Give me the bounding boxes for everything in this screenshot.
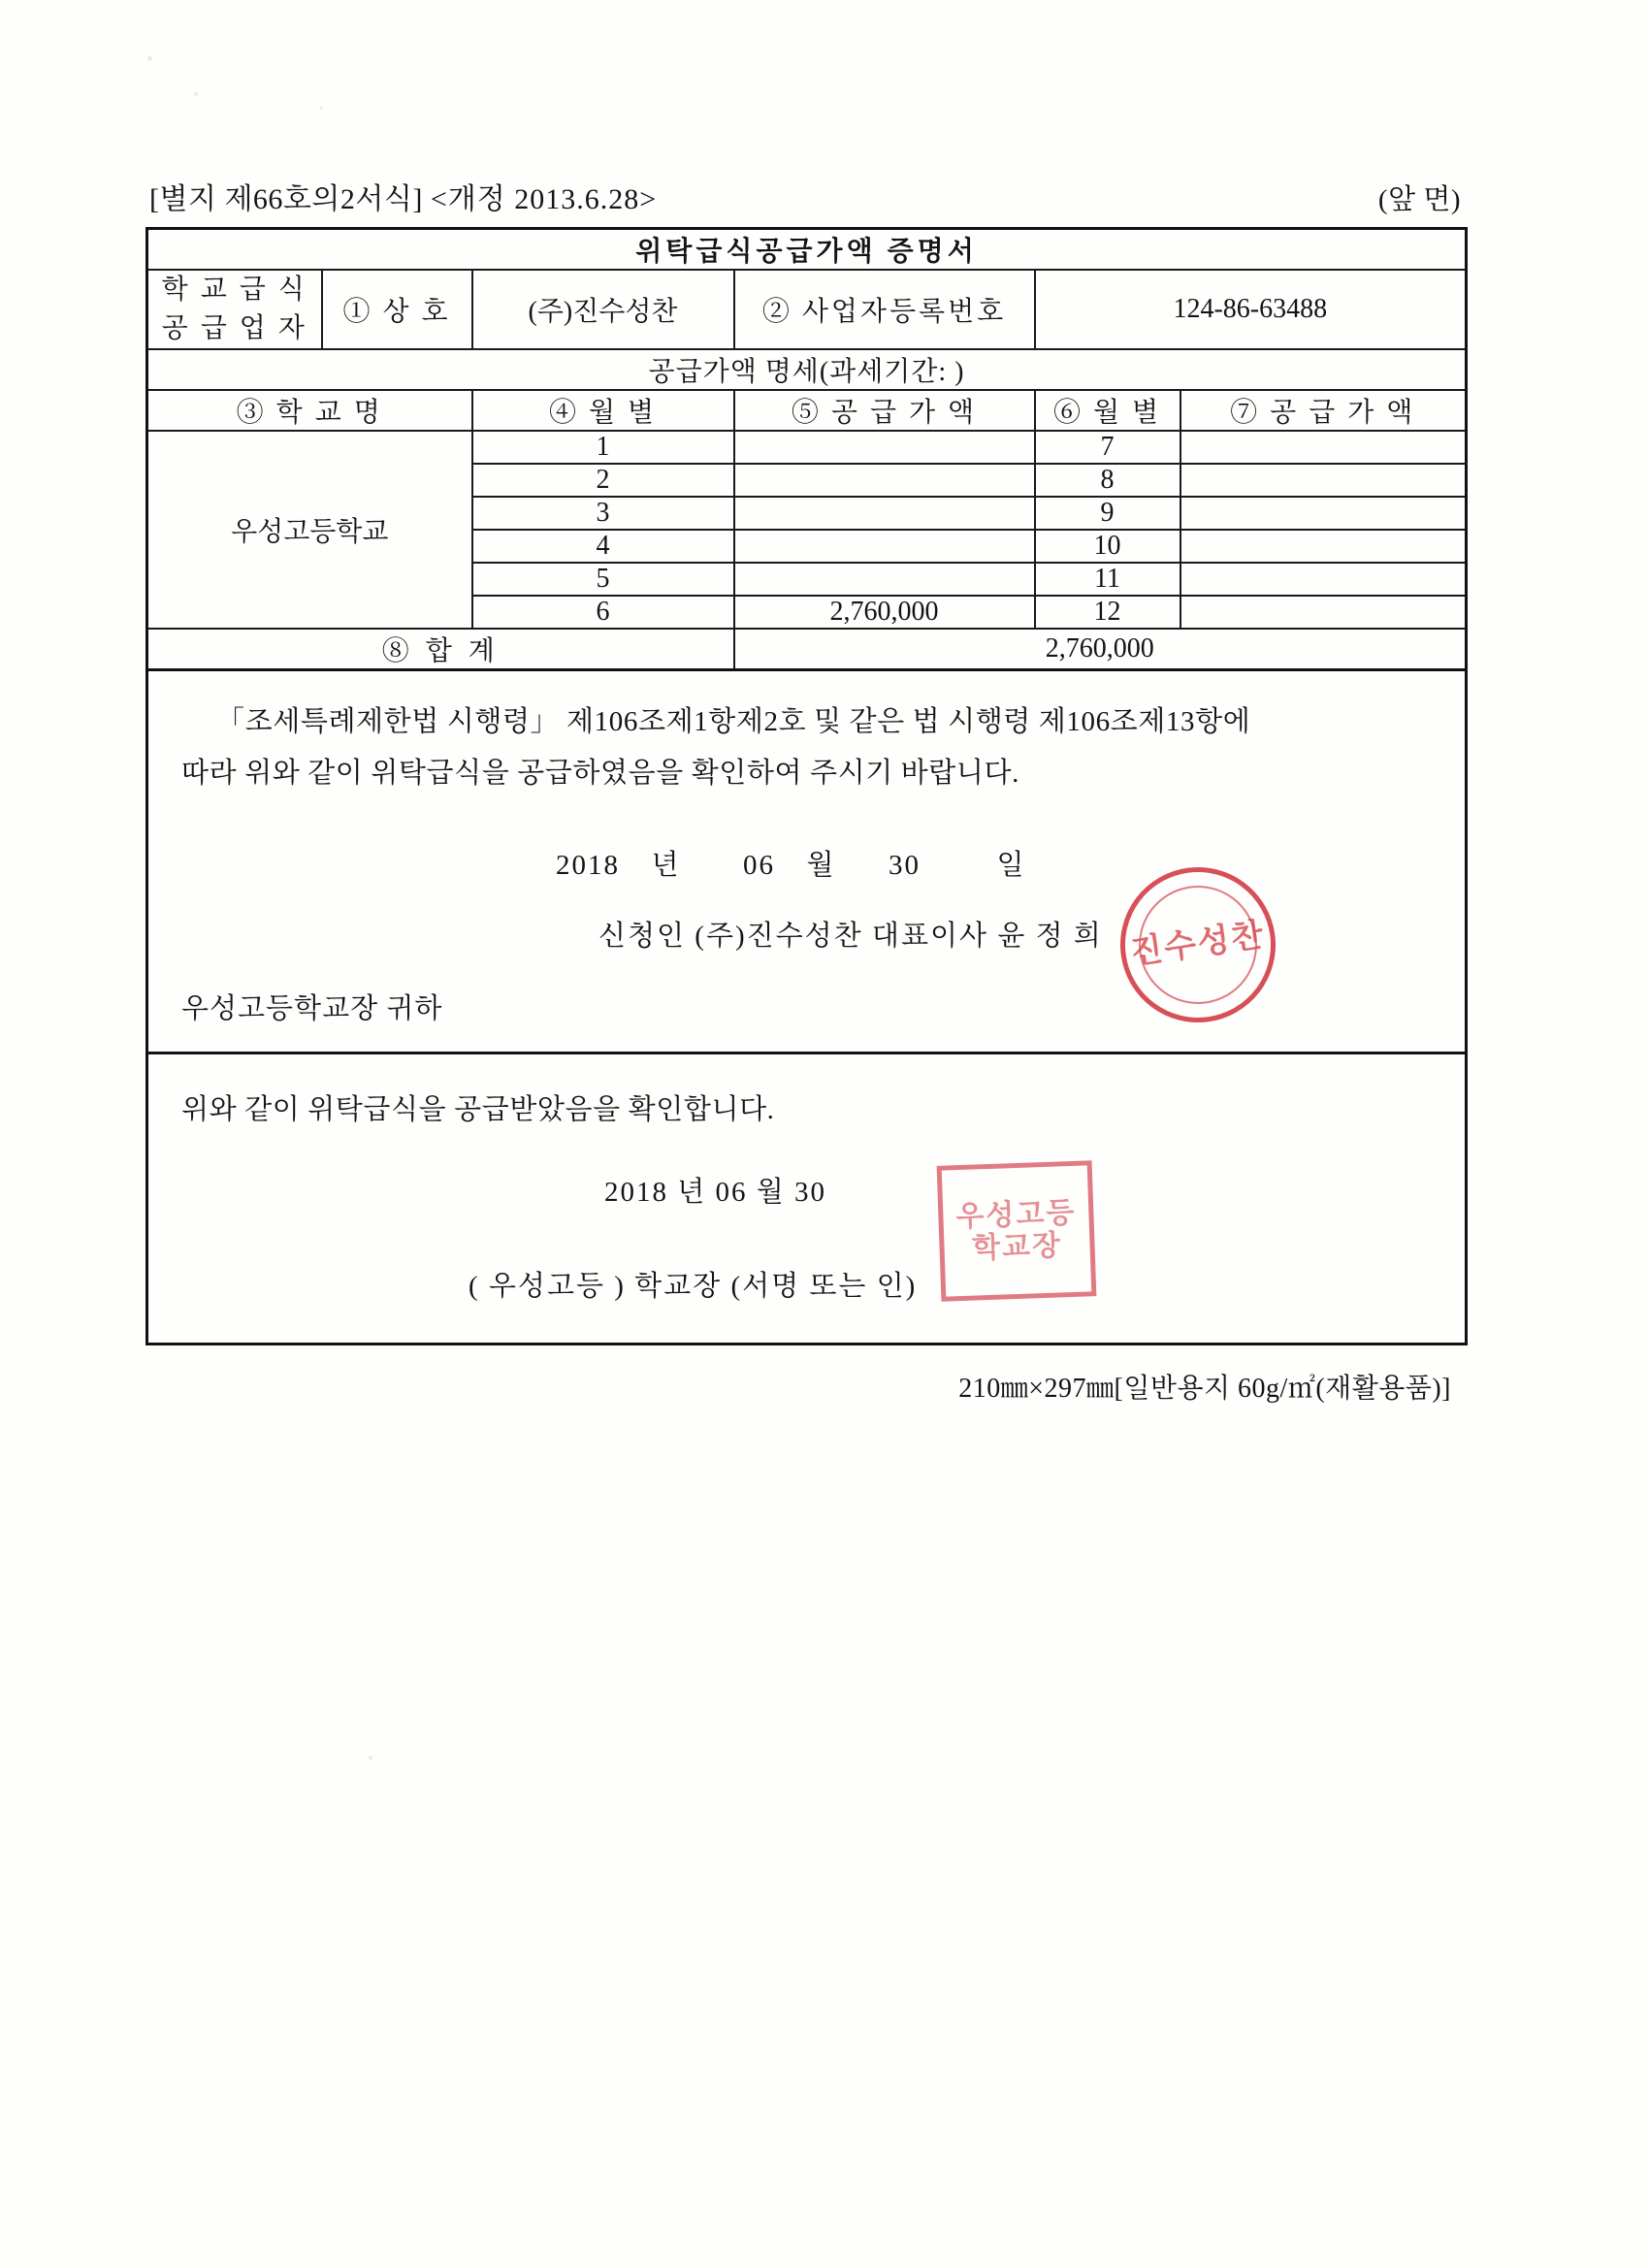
statement-paragraph [148,671,1465,810]
applicant-label: 신청인 [598,920,687,952]
month-right-5: 11 [1035,563,1180,596]
business-number-label: ② 사업자등록번호 [734,270,1035,349]
scan-speck [369,1756,372,1760]
supplier-row [147,270,1467,349]
paper-spec-footnote: 210㎜×297㎜[일반용지 60g/㎡(재활용품)] [958,1373,1451,1404]
receipt-year: 2018 [604,1176,668,1208]
month-left-6: 6 [472,596,734,629]
table-row [147,431,1467,464]
amount-left-1[interactable] [734,431,1035,464]
form-number: [별지 제66호의2서식] [149,183,423,215]
statement-dateline [148,810,1465,889]
business-number-value: 124-86-63488 [1035,270,1467,349]
supplier-name-label: ① 상 호 [322,270,472,349]
receipt-year-unit: 년 [677,1176,707,1208]
col-amount-right: ⑦ 공 급 가 액 [1180,390,1467,431]
amount-left-3[interactable] [734,497,1035,530]
amount-left-4[interactable] [734,530,1035,563]
school-seal-stamp [937,1160,1097,1301]
taxable-period-label: 공급가액 명세(과세기간: ) [147,349,1467,390]
month-right-1: 7 [1035,431,1180,464]
col-school-name: ③ 학 교 명 [147,390,472,431]
scan-speck [147,56,152,61]
applicant-value: (주)진수성찬 대표이사 윤 정 희 [695,920,1103,952]
amount-right-2[interactable] [1180,464,1467,497]
statement-year-unit: 년 [651,849,681,881]
receipt-sign-close: ) [614,1270,626,1302]
month-left-4: 4 [472,530,734,563]
col-month-left: ④ 월 별 [472,390,734,431]
school-name-value: 우성고등학교 [147,431,472,629]
month-left-1: 1 [472,431,734,464]
school-seal-text: 우성고등학교장 [954,1196,1077,1265]
receipt-school-name: 우성고등 [488,1270,605,1302]
company-seal-text: 진수성찬 [1128,917,1268,972]
col-month-right: ⑥ 월 별 [1035,390,1180,431]
receipt-month: 06 [715,1176,748,1208]
form-sheet [146,175,1465,1406]
total-label: ⑧ 합 계 [147,629,734,670]
receipt-dateline [148,1127,1465,1210]
receipt-block [147,1053,1467,1344]
supplier-row-label [147,270,322,349]
applicant-block [148,889,1465,1052]
month-right-4: 10 [1035,530,1180,563]
month-left-2: 2 [472,464,734,497]
supplier-label-line1: 학 교 급 식 [161,275,307,305]
receipt-statement: 위와 같이 위탁급식을 공급받았음을 확인합니다. [181,1093,775,1125]
period-row [147,349,1467,390]
receipt-sign-title: 학교장 [634,1270,723,1302]
statement-day-unit: 일 [996,849,1026,881]
title-row [147,229,1467,271]
amount-left-6[interactable]: 2,760,000 [734,596,1035,629]
statement-block [147,669,1467,1053]
supplier-name-value: (주)진수성찬 [472,270,734,349]
amount-left-5[interactable] [734,563,1035,596]
amount-left-2[interactable] [734,464,1035,497]
addressee-line: 우성고등학교장 귀하 [181,992,443,1024]
amount-right-4[interactable] [1180,530,1467,563]
amount-right-5[interactable] [1180,563,1467,596]
month-right-6: 12 [1035,596,1180,629]
statement-line-1: 「조세특례제한법 시행령」 제106조제1항제2호 및 같은 법 시행령 제106조제13항에 [216,705,1251,737]
statement-month-unit: 월 [806,849,836,881]
receipt-month-unit: 월 [756,1176,786,1208]
statement-month: 06 [743,849,776,881]
page-title: 위탁급식공급가액 증명서 [147,229,1467,271]
total-row [147,629,1467,670]
page-side-mark: (앞 면) [1377,184,1461,215]
total-value: 2,760,000 [734,629,1467,670]
statement-year: 2018 [556,849,620,881]
month-right-3: 9 [1035,497,1180,530]
statement-line-2: 따라 위와 같이 위탁급식을 공급하였음을 확인하여 주시기 바랍니다. [181,758,1019,790]
amount-right-3[interactable] [1180,497,1467,530]
receipt-signature-line [148,1196,1465,1343]
statement-day: 30 [889,849,922,881]
certificate-table [146,227,1468,1345]
receipt-sign-open: ( [469,1270,480,1302]
col-amount-left: ⑤ 공 급 가 액 [734,390,1035,431]
month-left-5: 5 [472,563,734,596]
amount-right-6[interactable] [1180,596,1467,629]
receipt-day: 30 [794,1176,827,1208]
month-left-3: 3 [472,497,734,530]
form-revision: <개정 2013.6.28> [430,183,658,215]
form-header-line [146,175,1465,227]
supplier-label-line2: 공 급 업 자 [161,312,307,343]
amount-right-1[interactable] [1180,431,1467,464]
table-header-row [147,390,1467,431]
receipt-sign-note: (서명 또는 인) [730,1270,918,1302]
company-seal-stamp [1111,857,1286,1032]
scan-speck [194,92,198,96]
month-right-2: 8 [1035,464,1180,497]
scan-speck [320,107,323,110]
